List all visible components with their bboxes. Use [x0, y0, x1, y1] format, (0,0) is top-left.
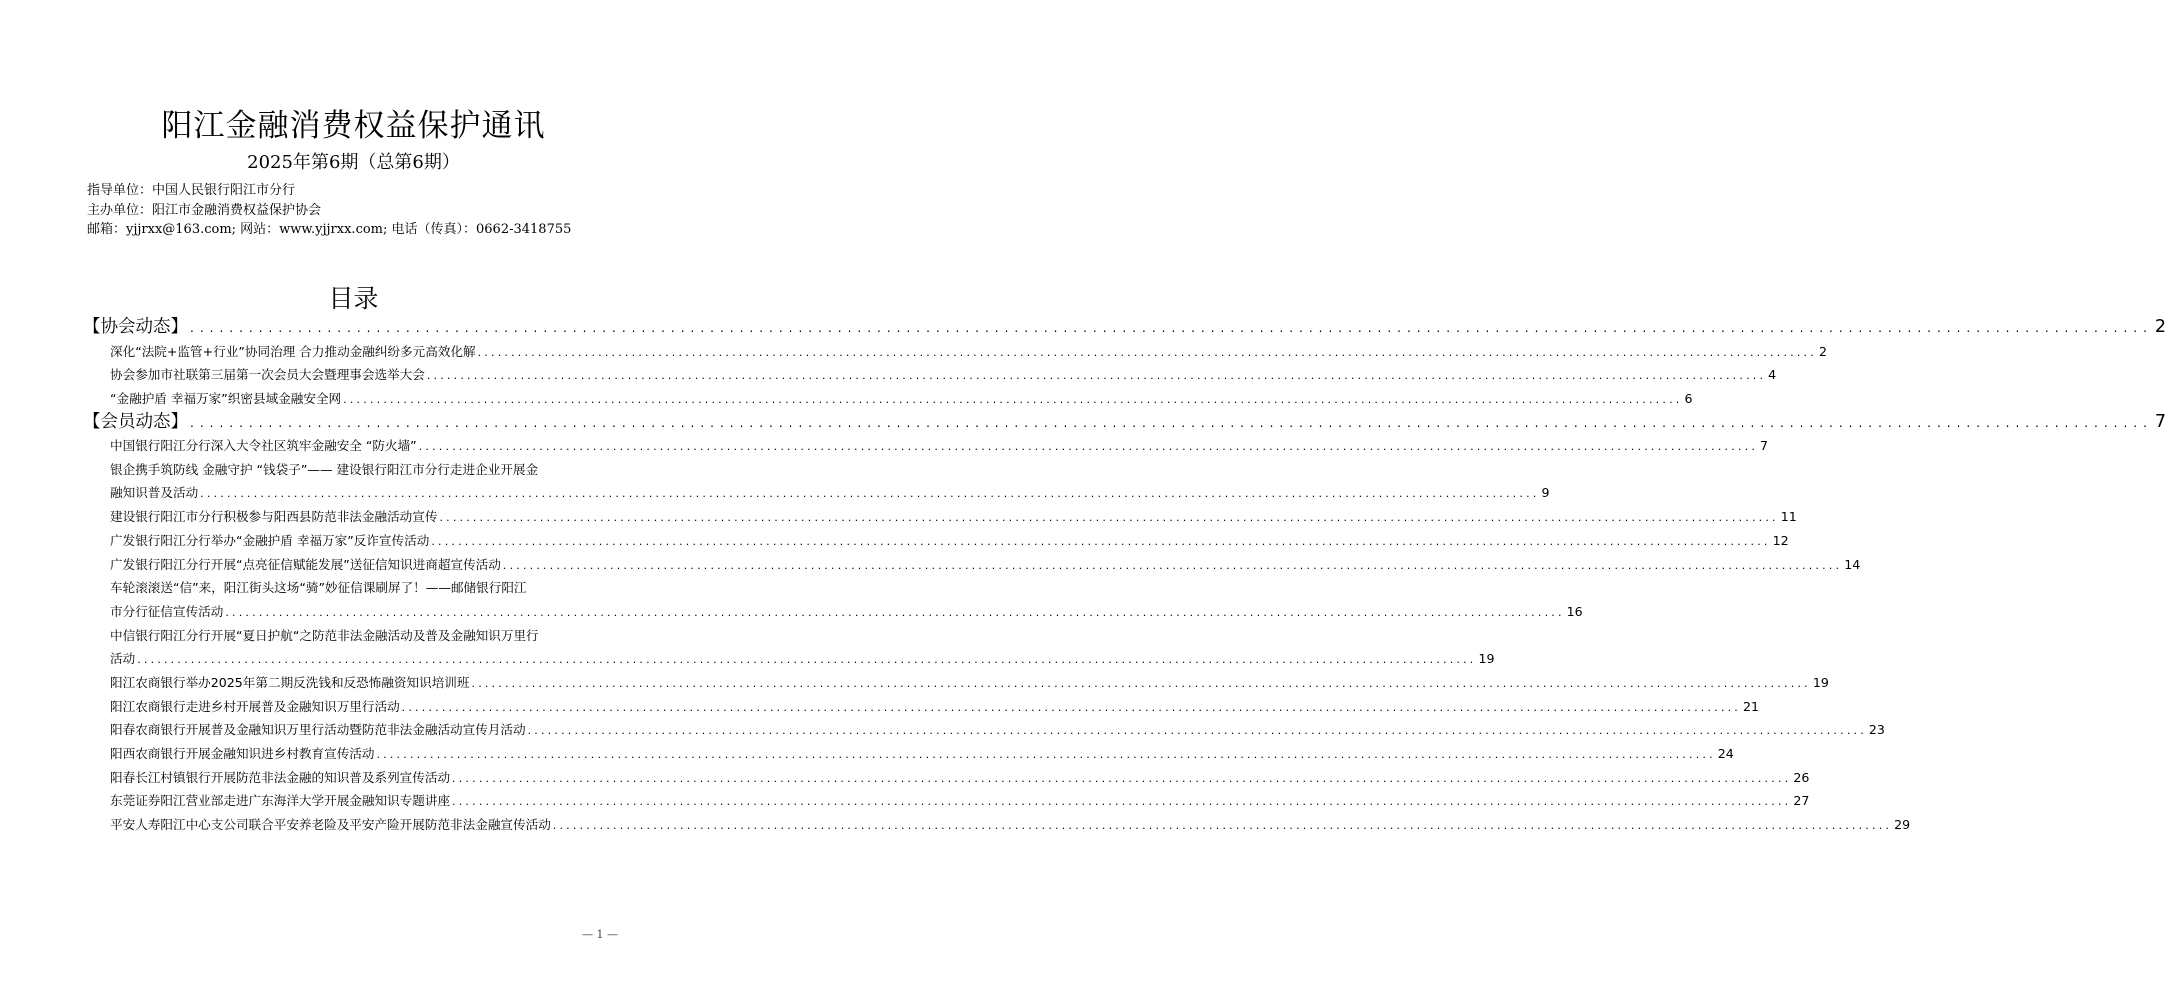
- toc-entry-text: 广发银行阳江分行举办“金融护盾 幸福万家”反诈宣传活动: [110, 532, 430, 548]
- dot-leader: ........................................................................................................................................................................................................: [552, 819, 1893, 833]
- toc-entry-page: 21: [1742, 698, 1760, 714]
- toc-entry-text: 阳江农商银行举办2025年第二期反洗钱和反恐怖融资知识培训班: [110, 674, 470, 690]
- toc-section-heading-text: 【协会动态】: [83, 317, 188, 337]
- toc-entry-text: 中信银行阳江分行开展“夏日护航“之防范非法金融活动及普及金融知识万里行: [110, 627, 539, 643]
- toc-entry-page: 26: [1793, 769, 1810, 785]
- toc-entry-text: 建设银行阳江市分行积极参与阳西县防范非法金融活动宣传: [110, 509, 438, 525]
- dot-leader: ........................................................................................................................................................................................................: [477, 345, 1817, 359]
- toc-entry[interactable]: [83, 742, 1734, 766]
- toc-entry-page: 23: [1868, 722, 1885, 738]
- toc-entry-page: 16: [1566, 603, 1583, 619]
- dot-leader: ........................................................................................................................................................................................................: [200, 487, 1540, 501]
- dot-leader: ........................................................................................................................................................................................................: [452, 795, 1792, 809]
- toc-entry[interactable]: [83, 789, 1810, 813]
- toc-entry-text: 阳西农商银行开展金融知识进乡村教育宣传活动: [110, 746, 375, 761]
- toc-title: 目录: [328, 284, 379, 313]
- toc-entry-text: 深化“法院+监管+行业”协同治理 合力推动金融纠纷多元高效化解: [110, 343, 476, 359]
- toc-section-heading-page: 2: [2154, 317, 2166, 337]
- toc-entry-page: 19: [1478, 651, 1495, 667]
- toc-entry-text: 协会参加市社联第三届第一次会员大会暨理事会选举大会: [110, 367, 425, 383]
- dot-leader: ........................................................................................................................................................................................................: [418, 440, 1759, 454]
- dot-leader: ........................................................................................................................................................................................................: [190, 321, 2153, 335]
- toc-entry[interactable]: [83, 671, 1829, 695]
- toc-entry[interactable]: [83, 505, 1797, 529]
- toc-entry-text: “金融护盾 幸福万家”织密县域金融安全网: [110, 390, 342, 406]
- toc-section-heading-page: 7: [2154, 411, 2166, 432]
- dot-leader: ........................................................................................................................................................................................................: [439, 511, 1779, 525]
- dot-leader: ........................................................................................................................................................................................................: [343, 392, 1683, 406]
- page-number: — 1 —: [582, 928, 618, 941]
- guide-unit-line: [87, 181, 571, 201]
- toc-entry-page: 4: [1768, 367, 1777, 383]
- dot-leader: ........................................................................................................................................................................................................: [225, 605, 1565, 619]
- toc-entry[interactable]: [83, 576, 623, 600]
- toc-entry[interactable]: [83, 647, 1495, 671]
- toc-entry-text: 车轮滚滚送“信”来，阳江街头这场“骑”妙征信课刷屏了！——邮储银行阳江: [110, 580, 527, 596]
- toc-entry[interactable]: [83, 387, 1693, 411]
- host-unit: 阳江市金融消费权益保护协会: [152, 202, 322, 218]
- dot-leader: ........................................................................................................................................................................................................: [426, 369, 1767, 383]
- toc-entry-page: 9: [1541, 485, 1550, 501]
- toc-entry-page: 19: [1812, 674, 1829, 690]
- toc-entry-page: 14: [1844, 556, 1861, 572]
- toc-entry-page: 12: [1772, 532, 1789, 548]
- toc-entry-page: 27: [1793, 793, 1810, 809]
- toc-entry-text: 阳春农商银行开展普及金融知识万里行活动暨防范非法金融活动宣传月活动: [110, 722, 526, 738]
- toc-entry-text: 阳江农商银行走进乡村开展普及金融知识万里行活动: [110, 698, 400, 714]
- toc-entry-page: 6: [1684, 390, 1693, 406]
- toc-entry[interactable]: [83, 600, 1583, 624]
- toc-entry-text: 融知识普及活动: [110, 485, 199, 501]
- masthead-info: [87, 181, 571, 240]
- table-of-contents: [83, 316, 2166, 837]
- dot-leader: ........................................................................................................................................................................................................: [376, 748, 1716, 761]
- toc-entry-text: 市分行征信宣传活动: [110, 603, 224, 619]
- toc-entry[interactable]: [83, 813, 1911, 837]
- toc-section-heading-text: 【会员动态】: [83, 411, 188, 432]
- toc-entry-text: 活动: [110, 651, 136, 667]
- guide-unit-label: 指导单位：: [87, 183, 153, 198]
- toc-entry[interactable]: [83, 363, 1777, 387]
- dot-leader: ........................................................................................................................................................................................................: [137, 653, 1477, 667]
- toc-entry-page: 29: [1894, 817, 1911, 833]
- toc-entry[interactable]: [83, 340, 1827, 364]
- toc-entry-page: 2: [1818, 343, 1827, 359]
- toc-entry[interactable]: [83, 718, 1885, 742]
- toc-entry[interactable]: [83, 529, 1789, 553]
- dot-leader: ........................................................................................................................................................................................................: [190, 415, 2153, 430]
- toc-entry-text: 平安人寿阳江中心支公司联合平安养老险及平安产险开展防范非法金融宣传活动: [110, 817, 551, 833]
- dot-leader: ........................................................................................................................................................................................................: [401, 700, 1741, 714]
- host-unit-line: [87, 201, 571, 221]
- dot-leader: ........................................................................................................................................................................................................: [471, 676, 1811, 690]
- dot-leader: ........................................................................................................................................................................................................: [502, 558, 1843, 572]
- toc-section-heading[interactable]: [83, 411, 2166, 435]
- issue-number: 2025年第6期（总第6期）: [247, 152, 460, 173]
- newsletter-title: 阳江金融消费权益保护通讯: [161, 108, 546, 144]
- toc-entry[interactable]: [83, 434, 1769, 458]
- toc-section-heading[interactable]: [83, 316, 2166, 340]
- host-unit-label: 主办单位：: [87, 202, 153, 218]
- guide-unit: 中国人民银行阳江市分行: [152, 183, 296, 198]
- toc-entry-text: 中国银行阳江分行深入大令社区筑牢金融安全 “防火墙”: [110, 438, 417, 454]
- toc-entry[interactable]: [83, 481, 1550, 505]
- toc-entry-page: 11: [1780, 509, 1797, 525]
- contact-line: 邮箱：yjjrxx@163.com; 网站：www.yjjrxx.com; 电话（传真）：0662-3418755: [87, 222, 572, 237]
- toc-entry[interactable]: [83, 458, 623, 482]
- dot-leader: ........................................................................................................................................................................................................: [527, 724, 1867, 738]
- toc-entry-text: 东莞证券阳江营业部走进广东海洋大学开展金融知识专题讲座: [110, 793, 451, 809]
- dot-leader: ........................................................................................................................................................................................................: [452, 771, 1792, 785]
- toc-entry-text: 银企携手筑防线 金融守护 “钱袋子”—— 建设银行阳江市分行走进企业开展金: [110, 461, 539, 477]
- dot-leader: ........................................................................................................................................................................................................: [431, 534, 1771, 548]
- toc-entry-page: 24: [1717, 746, 1734, 761]
- toc-entry-text: 广发银行阳江分行开展“点亮征信赋能发展”送征信知识进商超宣传活动: [110, 556, 501, 572]
- toc-entry-text: 阳春长江村镇银行开展防范非法金融的知识普及系列宣传活动: [110, 769, 451, 785]
- toc-entry[interactable]: [83, 553, 1861, 577]
- toc-entry-page: 7: [1760, 438, 1769, 454]
- toc-entry[interactable]: [83, 695, 1760, 719]
- toc-entry[interactable]: [83, 766, 1810, 790]
- toc-entry[interactable]: [83, 624, 623, 648]
